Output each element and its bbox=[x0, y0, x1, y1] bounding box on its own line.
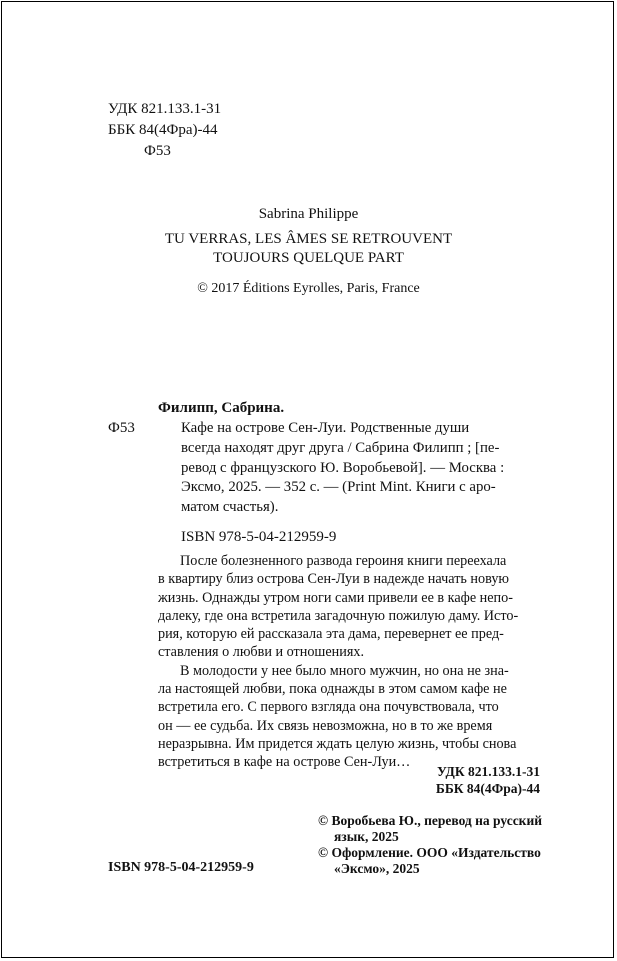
catalog-description bbox=[181, 419, 539, 518]
annotation-line: ставления о любви и отношениях. bbox=[158, 644, 364, 661]
catalog-isbn: ISBN 978-5-04-212959-9 bbox=[181, 529, 337, 545]
original-title-line2: TOUJOURS QUELQUE PART bbox=[213, 250, 404, 266]
annotation bbox=[158, 552, 539, 772]
copyright-design-line2: «Эксмо», 2025 bbox=[334, 861, 420, 876]
copyright-translation-line2: язык, 2025 bbox=[334, 829, 399, 844]
catalog-line: матом счастья). bbox=[181, 499, 279, 516]
annotation-line: рия, которую ей рассказала эта дама, перевернет ее пред- bbox=[158, 626, 504, 643]
annotation-bbk: ББК 84(4Фра)-44 bbox=[435, 781, 540, 796]
annotation-line: После болезненного развода героиня книги переехала bbox=[180, 553, 507, 569]
original-title-line1: TU VERRAS, LES ÂMES SE RETROUVENT bbox=[164, 231, 453, 247]
catalog-line: Эксмо, 2025. — 352 с. — (Print Mint. Книги с аро- bbox=[181, 479, 496, 496]
footer-isbn: ISBN 978-5-04-212959-9 bbox=[108, 860, 254, 875]
annotation-line: он — ее судьба. Их связь невозможна, но в то же время bbox=[158, 717, 493, 734]
copyright-translation-line1: © Воробьева Ю., перевод на русский bbox=[318, 813, 543, 828]
bbk-code: ББК 84(4Фра)-44 bbox=[108, 122, 218, 138]
annotation-udk: УДК 821.133.1-31 bbox=[437, 764, 540, 779]
catalog-author-heading: Филипп, Сабрина. bbox=[158, 400, 285, 416]
annotation-line: в квартиру близ острова Сен-Луи в надежде начать новую bbox=[158, 571, 510, 588]
original-copyright: © 2017 Éditions Eyrolles, Paris, France bbox=[197, 281, 420, 296]
catalog-line: Кафе на острове Сен-Луи. Родственные души bbox=[181, 420, 470, 436]
annotation-line: В молодости у нее было много мужчин, но она не зна- bbox=[180, 662, 509, 679]
annotation-line: далеку, где она встретила загадочную пожилую даму. Исто- bbox=[158, 607, 519, 624]
catalog-sign: Ф53 bbox=[108, 420, 135, 436]
catalog-line: всегда находят друг друга / Сабрина Филипп ; [пе- bbox=[181, 439, 500, 456]
author-sign: Ф53 bbox=[144, 143, 171, 159]
catalog-line: ревод с французского Ю. Воробьевой]. — Москва : bbox=[181, 459, 505, 476]
annotation-line: неразрывна. Им придется ждать целую жизнь, чтобы снова bbox=[158, 735, 517, 752]
annotation-line: встретиться в кафе на острове Сен-Луи… bbox=[158, 754, 411, 771]
copyright-design-line1: © Оформление. ООО «Издательство bbox=[318, 845, 541, 860]
udk-code: УДК 821.133.1-31 bbox=[108, 101, 222, 117]
annotation-line: жизнь. Однажды утром ноги сами привели ее в кафе непо- bbox=[158, 589, 513, 606]
annotation-line: встретила его. С первого взгляда она почувствовала, что bbox=[158, 699, 499, 716]
annotation-line: ла настоящей любви, пока однажды в этом самом кафе не bbox=[158, 681, 507, 698]
original-author: Sabrina Philippe bbox=[258, 206, 359, 222]
